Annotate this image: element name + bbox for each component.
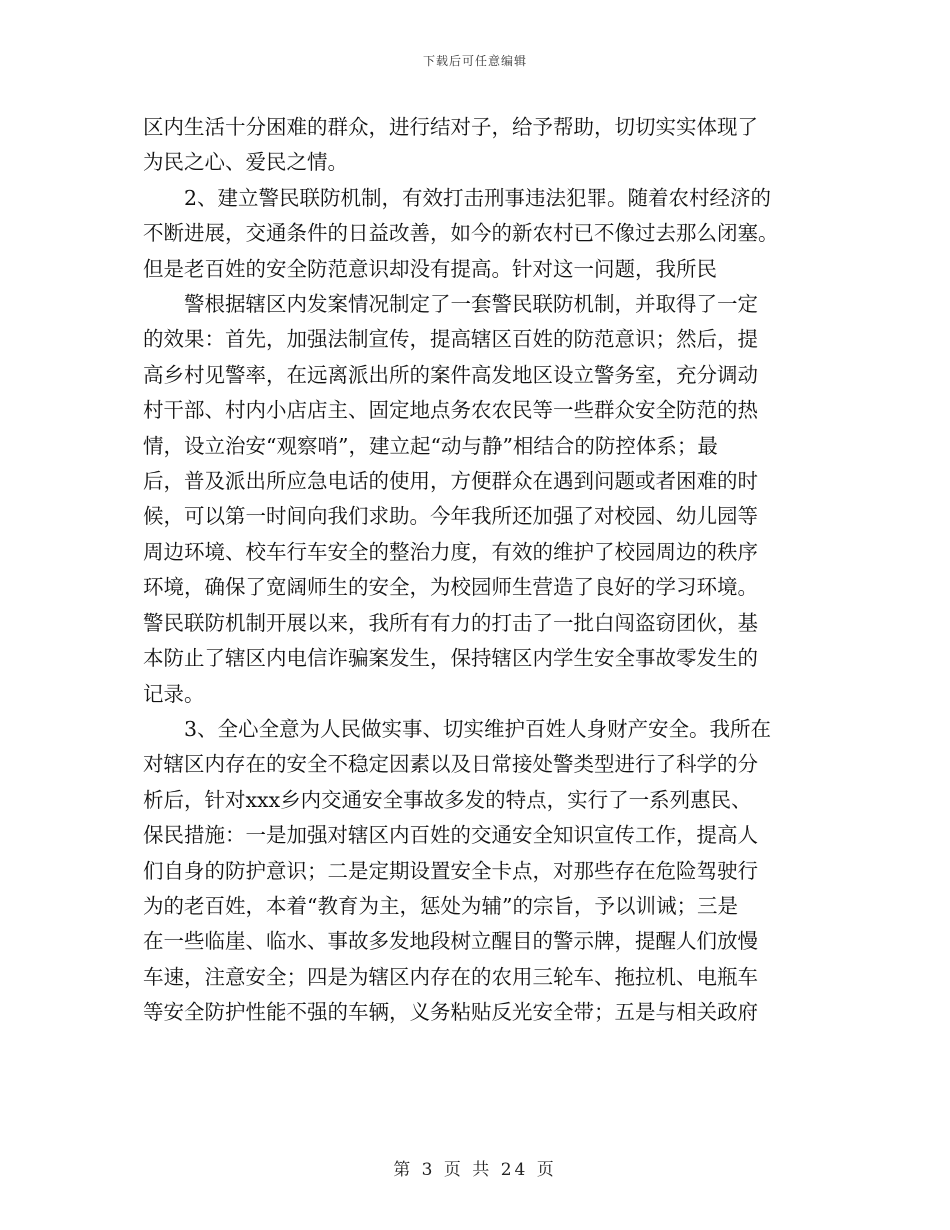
text-line: 车速，注意安全；四是为辖区内存在的农用三轮车、拖拉机、电瓶车	[143, 964, 758, 989]
text-line: 为民之心、爱民之情。	[143, 150, 348, 175]
text-line: 本防止了辖区内电信诈骗案发生，保持辖区内学生安全事故零发生的	[143, 646, 758, 671]
text-line: 等安全防护性能不强的车辆，义务粘贴反光安全带；五是与相关政府	[143, 1000, 758, 1025]
page-number: 第 3 页 共 24 页	[393, 1160, 557, 1180]
text-line: 警根据辖区内发案情况制定了一套警民联防机制，并取得了一定	[184, 292, 758, 317]
text-line: 不断进展，交通条件的日益改善，如今的新农村已不像过去那么闭塞。	[143, 221, 779, 246]
text-line: 记录。	[143, 681, 205, 706]
text-line: 村干部、村内小店店主、固定地点务农农民等一些群众安全防范的热	[143, 398, 758, 423]
text-line: 情，设立治安“观察哨”，建立起“动与静”相结合的防控体系；最	[143, 433, 718, 458]
page-header: 下载后可任意编辑	[422, 54, 527, 68]
text-line: 周边环境、校车行车安全的整治力度，有效的维护了校园周边的秩序	[143, 539, 758, 564]
text-line: 候，可以第一时间向我们求助。今年我所还加强了对校园、幼儿园等	[143, 504, 758, 529]
text-line: 3、全心全意为人民做实事、切实维护百姓人身财产安全。我所在	[184, 716, 772, 741]
text-line: 析后，针对xxx乡内交通安全事故多发的特点，实行了一系列惠民、	[143, 787, 752, 812]
text-line: 2、建立警民联防机制，有效打击刑事违法犯罪。随着农村经济的	[184, 185, 772, 210]
text-line: 高乡村见警率，在远离派出所的案件高发地区设立警务室，充分调动	[143, 362, 758, 387]
text-line: 在一些临崖、临水、事故多发地段树立醒目的警示牌，提醒人们放慢	[143, 929, 758, 954]
text-line: 们自身的防护意识；二是定期设置安全卡点，对那些存在危险驾驶行	[143, 858, 758, 883]
text-line: 环境，确保了宽阔师生的安全，为校园师生营造了良好的学习环境。	[143, 575, 758, 600]
text-line: 警民联防机制开展以来，我所有有力的打击了一批白闯盗窃团伙，基	[143, 610, 758, 635]
text-line: 对辖区内存在的安全不稳定因素以及日常接处警类型进行了科学的分	[143, 752, 758, 777]
text-line: 保民措施：一是加强对辖区内百姓的交通安全知识宣传工作，提高人	[143, 823, 758, 848]
text-line: 的效果：首先，加强法制宣传，提高辖区百姓的防范意识；然后，提	[143, 327, 758, 352]
text-line: 为的老百姓，本着“教育为主，惩处为辅”的宗旨，予以训诫；三是	[143, 893, 738, 918]
text-line: 但是老百姓的安全防范意识却没有提高。针对这一问题，我所民	[143, 256, 717, 281]
document-body	[143, 110, 808, 1031]
text-line: 区内生活十分困难的群众，进行结对子，给予帮助，切切实实体现了	[143, 115, 758, 139]
text-line: 后，普及派出所应急电话的使用，方便群众在遇到问题或者困难的时	[143, 469, 758, 494]
